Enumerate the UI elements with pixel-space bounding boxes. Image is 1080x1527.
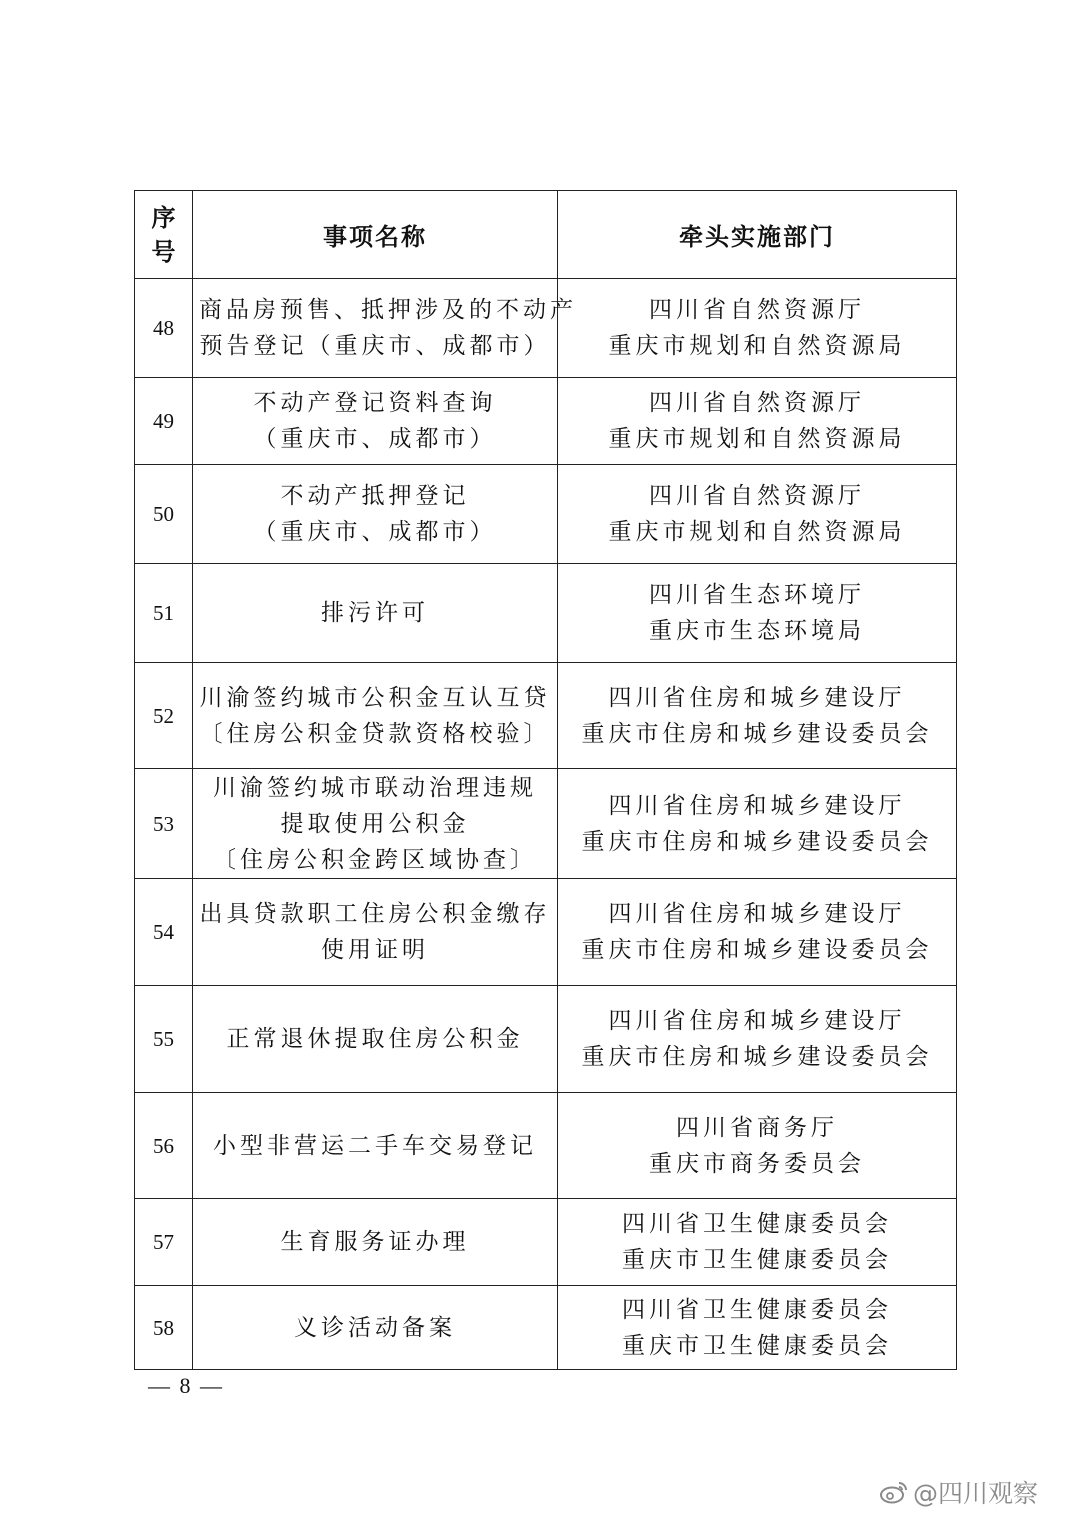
row-department (558, 1093, 957, 1199)
item-name-line: （重庆市、成都市） (253, 426, 497, 452)
table-row (135, 1199, 957, 1286)
item-name-line: 生育服务证办理 (280, 1229, 470, 1255)
department-line: 重庆市卫生健康委员会 (622, 1332, 892, 1359)
row-serial-number: 57 (135, 1199, 193, 1286)
department-line: 四川省自然资源厅 (649, 390, 865, 416)
department-line: 重庆市住房和城乡建设委员会 (581, 720, 933, 747)
table-row (135, 879, 957, 986)
row-item-name (193, 769, 558, 879)
department-line: 重庆市规划和自然资源局 (608, 426, 906, 452)
item-name-line: 〔住房公积金跨区域协查〕 (213, 846, 537, 873)
weibo-icon (879, 1480, 909, 1504)
department-line: 四川省卫生健康委员会 (622, 1296, 892, 1323)
item-name-line: 川渝签约城市联动治理违规 (213, 774, 537, 801)
row-department (558, 1286, 957, 1370)
header-serial-number (135, 191, 193, 279)
row-department (558, 879, 957, 986)
table-row (135, 279, 957, 378)
department-line: 四川省生态环境厅 (649, 582, 865, 608)
table-header-row (135, 191, 957, 279)
row-serial-number: 49 (135, 378, 193, 465)
row-item-name (193, 879, 558, 986)
row-department (558, 378, 957, 465)
department-line: 四川省卫生健康委员会 (622, 1211, 892, 1237)
row-serial-number: 56 (135, 1093, 193, 1199)
row-serial-number: 50 (135, 465, 193, 564)
item-name-line: （重庆市、成都市） (253, 519, 497, 545)
row-item-name (193, 465, 558, 564)
row-serial-number: 48 (135, 279, 193, 378)
table-row (135, 465, 957, 564)
item-name-line: 正常退休提取住房公积金 (226, 1026, 524, 1052)
row-serial-number: 55 (135, 986, 193, 1093)
page-number: — 8 — (148, 1373, 224, 1398)
row-department (558, 769, 957, 879)
table-row (135, 663, 957, 769)
table-row (135, 1286, 957, 1370)
row-serial-number: 53 (135, 769, 193, 879)
item-name-line: 商品房预售、抵押涉及的不动产 (199, 297, 577, 323)
item-name-line: 川渝签约城市公积金互认互贷 (199, 684, 551, 711)
row-department (558, 564, 957, 663)
department-line: 重庆市生态环境局 (649, 618, 865, 644)
item-name-line: 提取使用公积金 (280, 810, 470, 837)
row-item-name (193, 279, 577, 378)
item-name-line: 不动产登记资料查询 (253, 390, 497, 416)
department-line: 四川省住房和城乡建设厅 (608, 1008, 906, 1034)
item-name-line: 不动产抵押登记 (280, 483, 470, 509)
row-serial-number: 52 (135, 663, 193, 769)
row-item-name (193, 564, 558, 663)
item-name-line: 排污许可 (321, 600, 429, 626)
row-item-name (193, 1199, 558, 1286)
department-line: 重庆市规划和自然资源局 (608, 519, 906, 545)
header-item-name: 事项名称 (193, 191, 558, 279)
department-line: 重庆市商务委员会 (649, 1150, 865, 1177)
item-name-line: 出具贷款职工住房公积金缴存 (199, 901, 551, 927)
item-name-line: 预告登记（重庆市、成都市） (199, 333, 551, 359)
row-serial-number: 58 (135, 1286, 193, 1370)
department-line: 四川省自然资源厅 (649, 483, 865, 509)
row-item-name (193, 1093, 558, 1199)
row-department (558, 279, 957, 378)
row-department (558, 465, 957, 564)
table-row (135, 1093, 957, 1199)
row-serial-number: 51 (135, 564, 193, 663)
department-line: 重庆市规划和自然资源局 (608, 333, 906, 359)
department-line: 重庆市住房和城乡建设委员会 (581, 1044, 933, 1070)
item-name-line: 〔住房公积金贷款资格校验〕 (199, 720, 551, 747)
table-row (135, 564, 957, 663)
watermark-text: @四川观察 (912, 1479, 1038, 1508)
table-row (135, 986, 957, 1093)
department-line: 四川省住房和城乡建设厅 (608, 792, 906, 819)
department-line: 四川省商务厅 (676, 1114, 838, 1141)
row-serial-number: 54 (135, 879, 193, 986)
row-department (558, 986, 957, 1093)
items-table (134, 190, 957, 1370)
item-name-line: 小型非营运二手车交易登记 (213, 1132, 537, 1159)
row-department (558, 663, 957, 769)
header-serial-number-text: 序 号 (151, 203, 176, 266)
table-row (135, 378, 957, 465)
watermark (879, 1474, 1038, 1510)
header-department: 牵头实施部门 (558, 191, 957, 279)
row-item-name (193, 378, 558, 465)
item-name-line: 使用证明 (321, 937, 429, 963)
department-line: 重庆市住房和城乡建设委员会 (581, 828, 933, 855)
department-line: 重庆市卫生健康委员会 (622, 1247, 892, 1273)
department-line: 四川省自然资源厅 (649, 297, 865, 323)
row-item-name (193, 663, 558, 769)
department-line: 四川省住房和城乡建设厅 (608, 901, 906, 927)
row-item-name (193, 1286, 558, 1370)
department-line: 四川省住房和城乡建设厅 (608, 684, 906, 711)
table-row (135, 769, 957, 879)
row-department (558, 1199, 957, 1286)
department-line: 重庆市住房和城乡建设委员会 (581, 937, 933, 963)
item-name-line: 义诊活动备案 (294, 1314, 456, 1341)
row-item-name (193, 986, 558, 1093)
